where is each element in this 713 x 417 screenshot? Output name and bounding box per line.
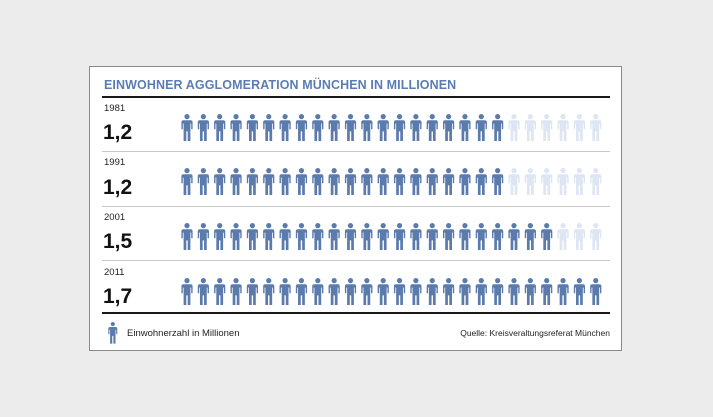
person-icon-filled [492, 168, 503, 195]
person-icon-filled [214, 278, 225, 305]
person-icon-filled [181, 114, 192, 141]
person-icon-empty [590, 223, 601, 250]
person-icon-filled [378, 278, 389, 305]
person-icon-empty [541, 168, 552, 195]
person-icon-filled [361, 168, 372, 195]
person-icon-filled [394, 278, 405, 305]
row-value-1991: 1,2 [103, 176, 133, 199]
person-icon-filled [263, 223, 274, 250]
person-icon-filled [378, 114, 389, 141]
person-icon-filled [345, 114, 356, 141]
person-icon-filled [557, 278, 568, 305]
person-icon-filled [263, 168, 274, 195]
person-icon-filled [590, 278, 601, 305]
person-icon-filled [345, 278, 356, 305]
person-icon-filled [312, 278, 323, 305]
row-value-2011: 1,7 [103, 285, 133, 308]
person-icon-filled [329, 223, 340, 250]
person-icon-empty [574, 114, 585, 141]
person-icon-filled [230, 223, 241, 250]
person-icon-filled [476, 168, 487, 195]
person-icon-filled [525, 278, 536, 305]
person-icon-filled [280, 114, 291, 141]
legend-label: Einwohnerzahl in Millionen [127, 328, 240, 339]
source-note: Quelle: Kreisveraltungsreferat München [460, 328, 610, 338]
person-icon-filled [361, 114, 372, 141]
person-icon-filled [476, 223, 487, 250]
person-icon-filled [280, 278, 291, 305]
person-icon-filled [198, 114, 209, 141]
person-icon-filled [394, 223, 405, 250]
person-icon-filled [198, 278, 209, 305]
person-icon-filled [410, 223, 421, 250]
person-icon-filled [443, 168, 454, 195]
person-icon-filled [345, 168, 356, 195]
person-icon-filled [312, 168, 323, 195]
row-year-2011: 2011 [104, 267, 125, 278]
person-icon-filled [476, 278, 487, 305]
person-icon-filled [214, 168, 225, 195]
person-icon-empty [574, 223, 585, 250]
person-icon-filled [296, 114, 307, 141]
person-icon-empty [525, 168, 536, 195]
person-icon-empty [525, 114, 536, 141]
person-icon-filled [296, 223, 307, 250]
person-icon-filled [198, 168, 209, 195]
person-icon-filled [525, 223, 536, 250]
person-icon-filled [541, 278, 552, 305]
person-icon-filled [247, 168, 258, 195]
person-icon-filled [247, 114, 258, 141]
person-icon-filled [459, 114, 470, 141]
person-icon-filled [459, 278, 470, 305]
row-value-2001: 1,5 [103, 230, 133, 253]
bottom-rule [102, 312, 610, 314]
person-icon-filled [427, 114, 438, 141]
person-icon-filled [427, 223, 438, 250]
person-icon-filled [214, 223, 225, 250]
person-icon-filled [508, 223, 519, 250]
person-icon-filled [394, 114, 405, 141]
person-icon-filled [280, 223, 291, 250]
person-icon-empty [557, 223, 568, 250]
person-icon-filled [476, 114, 487, 141]
person-icon-filled [214, 114, 225, 141]
person-icon [108, 322, 120, 344]
row-value-1981: 1,2 [103, 121, 133, 144]
person-icon-empty [590, 168, 601, 195]
person-icon-filled [574, 278, 585, 305]
person-icon-filled [263, 278, 274, 305]
person-icon-filled [230, 114, 241, 141]
person-icon-filled [427, 168, 438, 195]
person-icon-filled [410, 278, 421, 305]
person-icon-filled [361, 223, 372, 250]
pictogram-icons [90, 67, 623, 352]
person-icon-filled [410, 168, 421, 195]
person-icon-filled [263, 114, 274, 141]
person-icon-filled [230, 168, 241, 195]
person-icon-filled [443, 278, 454, 305]
row-year-2001: 2001 [104, 212, 126, 223]
person-icon-filled [296, 168, 307, 195]
person-icon-filled [541, 223, 552, 250]
person-icon-filled [230, 278, 241, 305]
person-icon-filled [247, 278, 258, 305]
person-icon-filled [508, 278, 519, 305]
person-icon-filled [181, 223, 192, 250]
person-icon-filled [427, 278, 438, 305]
person-icon-filled [410, 114, 421, 141]
person-icon-empty [557, 114, 568, 141]
person-icon-filled [329, 114, 340, 141]
person-icon-filled [329, 168, 340, 195]
person-icon-filled [443, 223, 454, 250]
infographic-card [89, 66, 622, 351]
person-icon-filled [312, 114, 323, 141]
person-icon-filled [443, 114, 454, 141]
person-icon-filled [378, 223, 389, 250]
person-icon-empty [508, 168, 519, 195]
person-icon-filled [198, 223, 209, 250]
person-icon-filled [361, 278, 372, 305]
row-year-1981: 1981 [104, 103, 126, 114]
person-icon-filled [280, 168, 291, 195]
person-icon-filled [296, 278, 307, 305]
person-icon-filled [329, 278, 340, 305]
person-icon-empty [541, 114, 552, 141]
person-icon-filled [459, 168, 470, 195]
person-icon-filled [181, 278, 192, 305]
person-icon-filled [459, 223, 470, 250]
row-year-1991: 1991 [104, 157, 126, 168]
chart-title: EINWOHNER AGGLOMERATION MÜNCHEN IN MILLIONEN [104, 78, 457, 92]
person-icon-empty [557, 168, 568, 195]
person-icon-filled [394, 168, 405, 195]
person-icon-filled [492, 278, 503, 305]
person-icon-filled [312, 223, 323, 250]
person-icon-filled [345, 223, 356, 250]
person-icon-filled [181, 168, 192, 195]
person-icon-empty [574, 168, 585, 195]
person-icon-filled [378, 168, 389, 195]
person-icon-filled [492, 223, 503, 250]
person-icon-empty [590, 114, 601, 141]
person-icon-filled [492, 114, 503, 141]
person-icon-filled [247, 223, 258, 250]
person-icon-empty [508, 114, 519, 141]
